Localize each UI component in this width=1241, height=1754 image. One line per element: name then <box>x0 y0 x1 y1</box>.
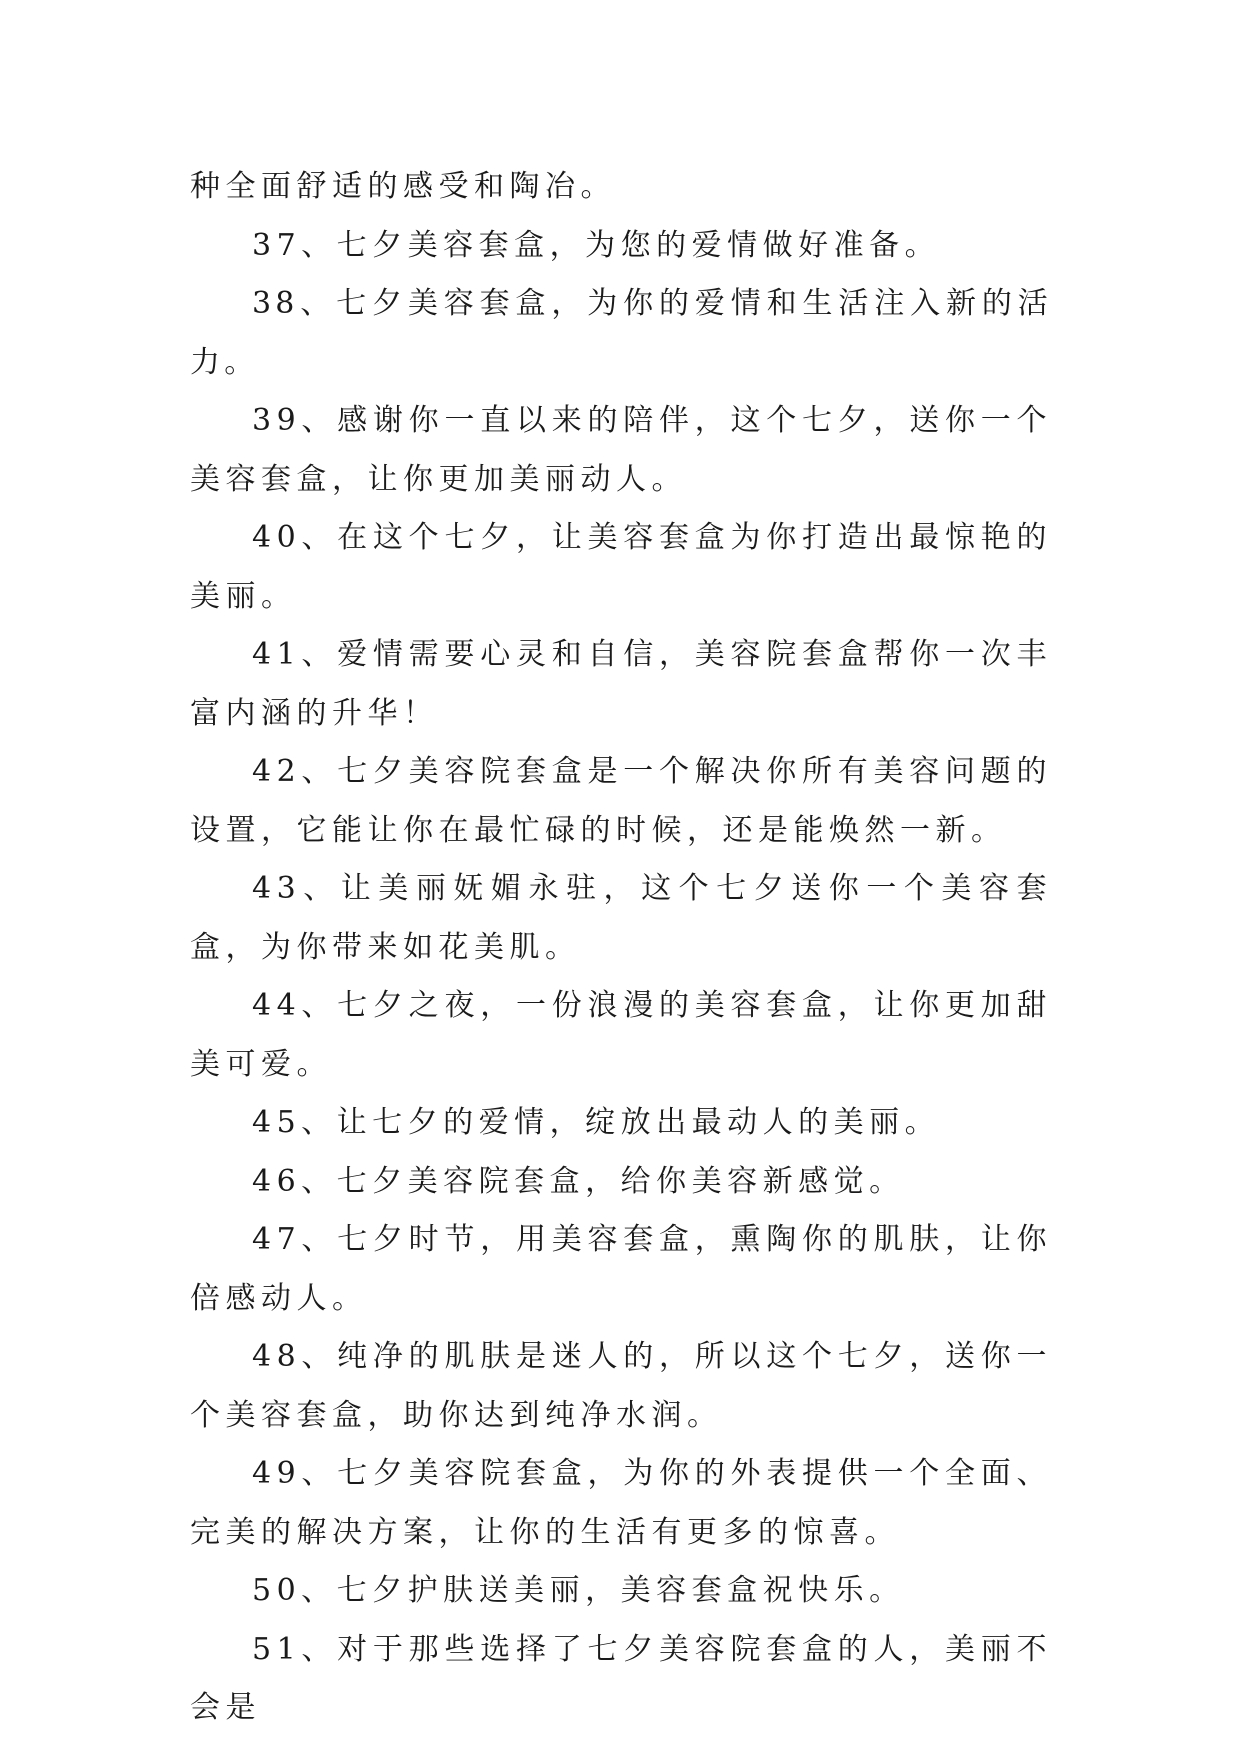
paragraph-40: 40、在这个七夕，让美容套盒为你打造出最惊艳的美丽。 <box>190 520 1052 614</box>
paragraph-42: 42、七夕美容院套盒是一个解决你所有美容问题的设置，它能让你在最忙碌的时候，还是能焕然一新。 <box>190 754 1052 848</box>
paragraph-45: 45、让七夕的爱情，绽放出最动人的美丽。 <box>252 1105 941 1140</box>
paragraph-39: 39、感谢你一直以来的陪伴，这个七夕，送你一个美容套盒，让你更加美丽动人。 <box>190 403 1052 497</box>
paragraph-44: 44、七夕之夜，一份浪漫的美容套盒，让你更加甜美可爱。 <box>190 988 1052 1082</box>
paragraph-50: 50、七夕护肤送美丽，美容套盒祝快乐。 <box>252 1573 905 1608</box>
paragraph-46: 46、七夕美容院套盒，给你美容新感觉。 <box>252 1163 905 1199</box>
paragraph-38: 38、七夕美容套盒，为你的爱情和生活注入新的活力。 <box>190 286 1052 380</box>
paragraph-49: 49、七夕美容院套盒，为你的外表提供一个全面、完美的解决方案，让你的生活有更多的惊喜。 <box>190 1456 1052 1550</box>
paragraph-43: 43、让美丽妩媚永驻，这个七夕送你一个美容套盒，为你带来如花美肌。 <box>190 871 1052 965</box>
paragraph-37: 37、七夕美容套盒，为您的爱情做好准备。 <box>252 227 941 263</box>
document-body <box>190 158 1052 1738</box>
paragraph-47: 47、七夕时节，用美容套盒，熏陶你的肌肤，让你倍感动人。 <box>190 1222 1052 1316</box>
paragraph-continuation: 种全面舒适的感受和陶冶。 <box>190 169 616 204</box>
paragraph-41: 41、爱情需要心灵和自信，美容院套盒帮你一次丰富内涵的升华！ <box>190 637 1052 731</box>
paragraph-51: 51、对于那些选择了七夕美容院套盒的人，美丽不会是 <box>190 1631 1052 1725</box>
paragraph-48: 48、纯净的肌肤是迷人的，所以这个七夕，送你一个美容套盒，助你达到纯净水润。 <box>190 1339 1052 1433</box>
